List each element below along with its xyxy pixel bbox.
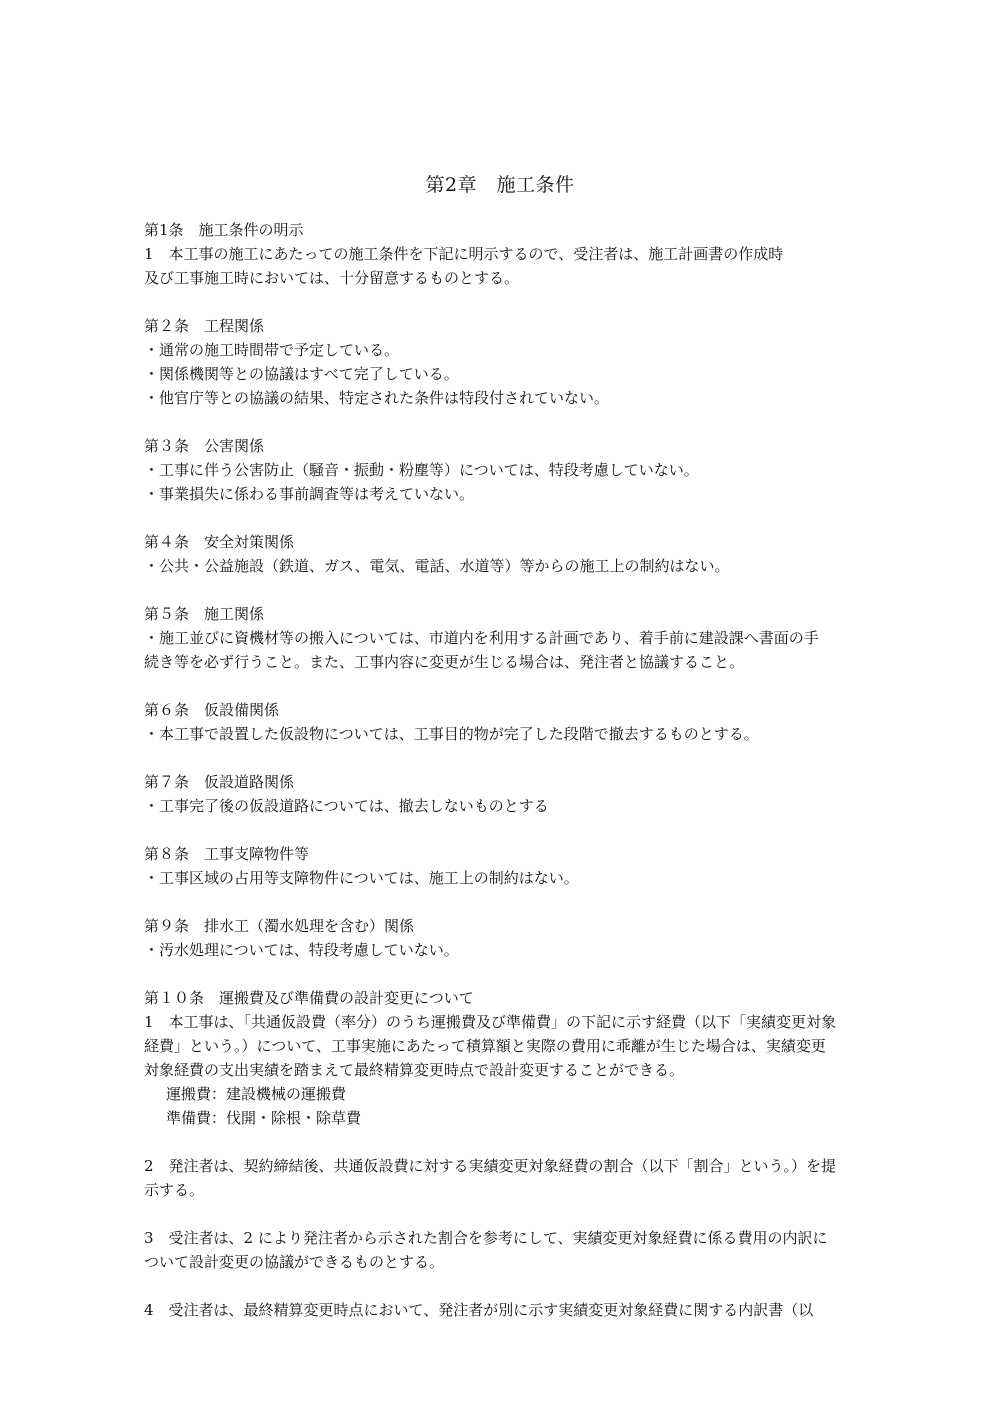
article-sub-line: 準備費：伐開・除根・除草費 bbox=[166, 1109, 362, 1127]
article-10 bbox=[144, 986, 864, 1130]
paragraph-line: 示する。 bbox=[144, 1181, 205, 1199]
article-line: ・事業損失に係わる事前調査等は考えていない。 bbox=[144, 485, 475, 503]
article-heading: 第３条 公害関係 bbox=[144, 437, 265, 455]
article-line: ・汚水処理については、特段考慮していない。 bbox=[144, 941, 459, 959]
article-6 bbox=[144, 698, 864, 746]
article-9 bbox=[144, 914, 864, 962]
article-line: ・工事区域の占用等支障物件については、施工上の制約はない。 bbox=[144, 869, 579, 887]
article-heading: 第２条 工程関係 bbox=[144, 317, 265, 335]
article-3 bbox=[144, 434, 864, 506]
article-line: ・通常の施工時間帯で予定している。 bbox=[144, 341, 400, 359]
article-8 bbox=[144, 842, 864, 890]
paragraph-line: ついて設計変更の協議ができるものとする。 bbox=[144, 1253, 445, 1271]
article-7 bbox=[144, 770, 864, 818]
article-5 bbox=[144, 602, 864, 674]
paragraph-2 bbox=[144, 1154, 864, 1202]
article-line: ・公共・公益施設（鉄道、ガス、電気、電話、水道等）等からの施工上の制約はない。 bbox=[144, 557, 730, 575]
article-heading: 第５条 施工関係 bbox=[144, 605, 265, 623]
article-4 bbox=[144, 530, 864, 578]
article-line: ・施工並びに資機材等の搬入については、市道内を利用する計画であり、着手前に建設課へ書面の手 bbox=[144, 629, 819, 647]
article-heading: 第８条 工事支障物件等 bbox=[144, 845, 310, 863]
article-heading: 第1条 施工条件の明示 bbox=[144, 221, 304, 239]
article-line: ・他官庁等との協議の結果、特定された条件は特段付されていない。 bbox=[144, 389, 610, 407]
article-line: 及び工事施工時においては、十分留意するものとする。 bbox=[144, 269, 520, 287]
article-line: 1 本工事の施工にあたっての施工条件を下記に明示するので、受注者は、施工計画書の作成時 bbox=[144, 245, 784, 263]
paragraph-4 bbox=[144, 1298, 864, 1322]
paragraph-line: 2 発注者は、契約締結後、共通仮設費に対する実績変更対象経費の割合（以下「割合」という。）を提 bbox=[144, 1157, 837, 1175]
article-heading: 第６条 仮設備関係 bbox=[144, 701, 280, 719]
article-line: ・工事完了後の仮設道路については、撤去しないものとする bbox=[144, 797, 549, 815]
document-body bbox=[144, 218, 864, 1346]
paragraph-line: 4 受注者は、最終精算変更時点において、発注者が別に示す実績変更対象経費に関する内訳書（以 bbox=[144, 1301, 814, 1319]
article-heading: 第４条 安全対策関係 bbox=[144, 533, 295, 551]
chapter-title: 第2章 施工条件 bbox=[425, 174, 575, 196]
article-line: 続き等を必ず行うこと。また、工事内容に変更が生じる場合は、発注者と協議すること。 bbox=[144, 653, 745, 671]
article-line: ・関係機関等との協議はすべて完了している。 bbox=[144, 365, 459, 383]
article-line: ・工事に伴う公害防止（騒音・振動・粉塵等）については、特段考慮していない。 bbox=[144, 461, 699, 479]
article-heading: 第７条 仮設道路関係 bbox=[144, 773, 295, 791]
article-line: 対象経費の支出実績を踏まえて最終精算変更時点で設計変更することができる。 bbox=[144, 1061, 685, 1079]
article-line: ・本工事で設置した仮設物については、工事目的物が完了した段階で撤去するものとする。 bbox=[144, 725, 759, 743]
article-sub-line: 運搬費：建設機械の運搬費 bbox=[166, 1085, 347, 1103]
article-2 bbox=[144, 314, 864, 410]
article-line: 経費」という。）について、工事実施にあたって積算額と実際の費用に乖離が生じた場合は、実績変更 bbox=[144, 1037, 826, 1055]
article-heading: 第９条 排水工（濁水処理を含む）関係 bbox=[144, 917, 415, 935]
paragraph-line: 3 受注者は、2 により発注者から示された割合を参考にして、実績変更対象経費に係る費用の内訳に bbox=[144, 1229, 828, 1247]
article-heading: 第１０条 運搬費及び準備費の設計変更について bbox=[144, 989, 474, 1007]
article-line: 1 本工事は、「共通仮設費（率分）のうち運搬費及び準備費」の下記に示す経費（以下「実績変更対象 bbox=[144, 1013, 837, 1031]
paragraph-3 bbox=[144, 1226, 864, 1274]
article-1 bbox=[144, 218, 864, 290]
